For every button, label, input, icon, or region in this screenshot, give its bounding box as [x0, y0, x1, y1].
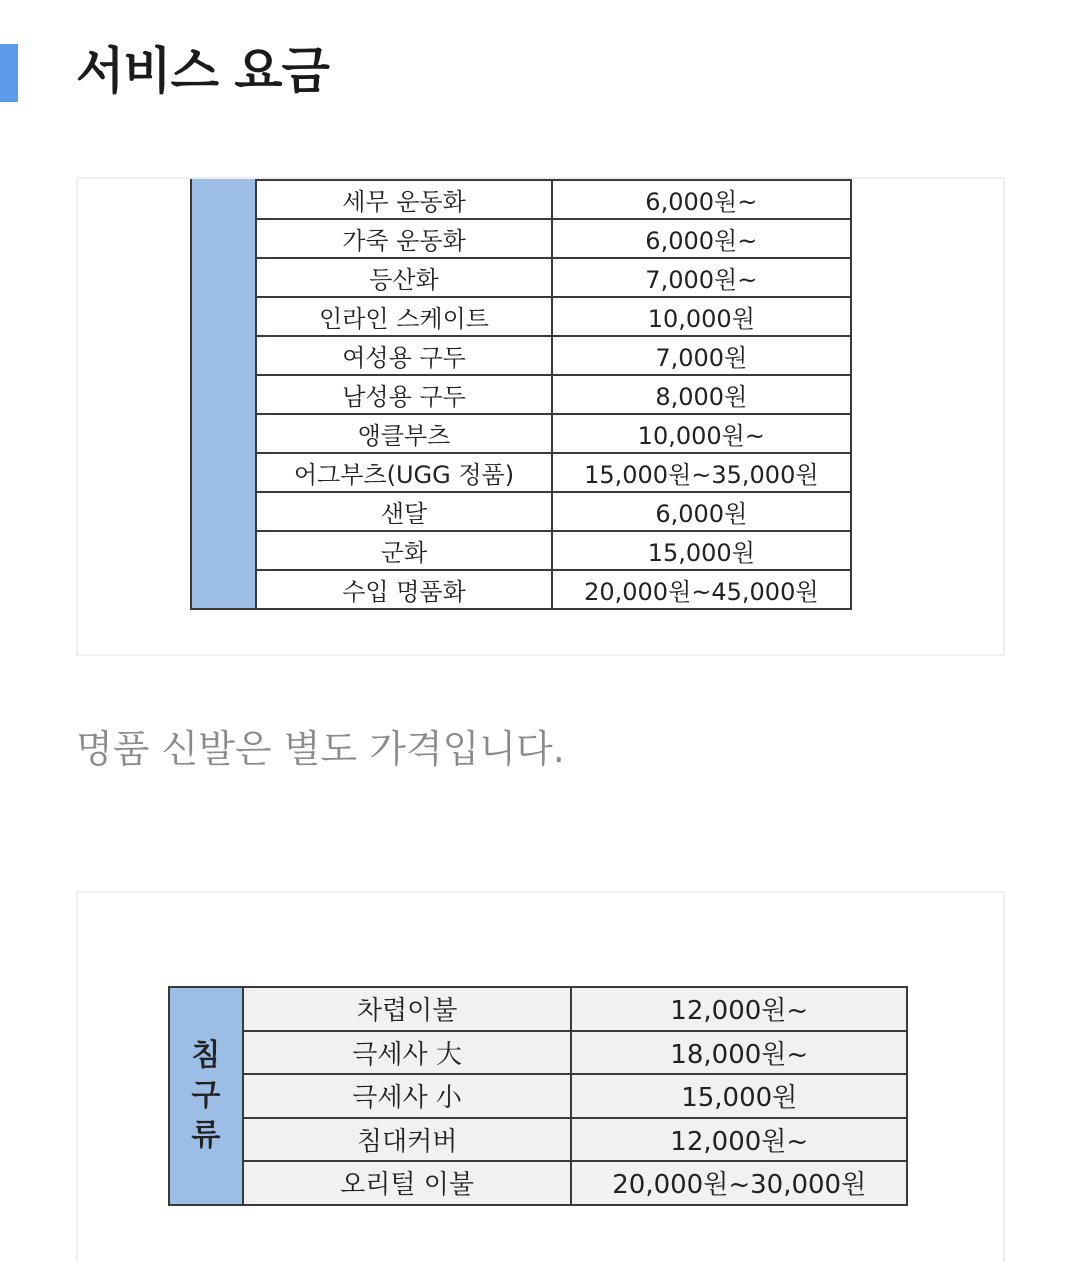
item-price: 20,000원~30,000원: [571, 1161, 907, 1205]
item-price: 6,000원~: [552, 219, 851, 258]
item-name: 등산화: [256, 258, 551, 297]
item-price: 15,000원: [552, 531, 851, 570]
item-name: 인라인 스케이트: [256, 297, 551, 336]
category-char: [192, 373, 255, 411]
table-row: [191, 375, 851, 414]
table-row: [191, 336, 851, 375]
page-title: 서비스 요금: [76, 42, 329, 100]
item-name: 수입 명품화: [256, 570, 551, 609]
category-cell-shoes: [191, 177, 256, 609]
category-cell-bedding: [169, 987, 243, 1205]
item-price: 12,000원~: [571, 1118, 907, 1162]
table-row: [191, 414, 851, 453]
category-char: 류: [191, 1117, 221, 1153]
table-row: [191, 180, 851, 219]
table-row: [169, 1161, 907, 1205]
shoes-price-card: [76, 177, 1005, 656]
item-price: 8,000원: [552, 375, 851, 414]
category-char: [192, 335, 255, 373]
table-row: [191, 570, 851, 609]
item-price: 7,000원: [552, 336, 851, 375]
item-name: 차렵이불: [243, 987, 572, 1031]
item-price: 7,000원~: [552, 258, 851, 297]
table-row: [191, 531, 851, 570]
item-name: 극세사 小: [243, 1074, 572, 1118]
item-price: 18,000원~: [571, 1031, 907, 1075]
item-name: 군화: [256, 531, 551, 570]
item-name: 남성용 구두: [256, 375, 551, 414]
item-name: 침대커버: [243, 1118, 572, 1162]
item-price: 20,000원~45,000원: [552, 570, 851, 609]
item-price: 6,000원~: [552, 180, 851, 219]
table-row: [191, 219, 851, 258]
item-name: 세무 운동화: [256, 180, 551, 219]
bedding-price-table: [168, 986, 908, 1206]
table-row: [169, 1118, 907, 1162]
category-char: 침: [191, 1037, 221, 1073]
table-row: [191, 258, 851, 297]
table-row: [169, 1031, 907, 1075]
item-name: 샌달: [256, 492, 551, 531]
luxury-shoes-note: 명품 신발은 별도 가격입니다.: [76, 727, 565, 771]
item-name: 극세사 大: [243, 1031, 572, 1075]
item-price: 10,000원: [552, 297, 851, 336]
item-price: 15,000원: [571, 1074, 907, 1118]
item-name: 여성용 구두: [256, 336, 551, 375]
category-char: [192, 411, 255, 449]
table-row: [191, 453, 851, 492]
item-name: 앵클부츠: [256, 414, 551, 453]
item-name: 오리털 이불: [243, 1161, 572, 1205]
bedding-price-card: [76, 891, 1005, 1262]
table-row: [191, 297, 851, 336]
table-row: [169, 1074, 907, 1118]
title-accent-bar: [0, 44, 18, 102]
item-name: 어그부츠(UGG 정품): [256, 453, 551, 492]
item-name: 가죽 운동화: [256, 219, 551, 258]
item-price: 10,000원~: [552, 414, 851, 453]
table-row: [169, 987, 907, 1031]
shoes-price-table: [190, 177, 852, 610]
item-price: 15,000원~35,000원: [552, 453, 851, 492]
category-char: 구: [191, 1077, 221, 1113]
item-price: 6,000원: [552, 492, 851, 531]
table-row: [191, 492, 851, 531]
item-price: 12,000원~: [571, 987, 907, 1031]
